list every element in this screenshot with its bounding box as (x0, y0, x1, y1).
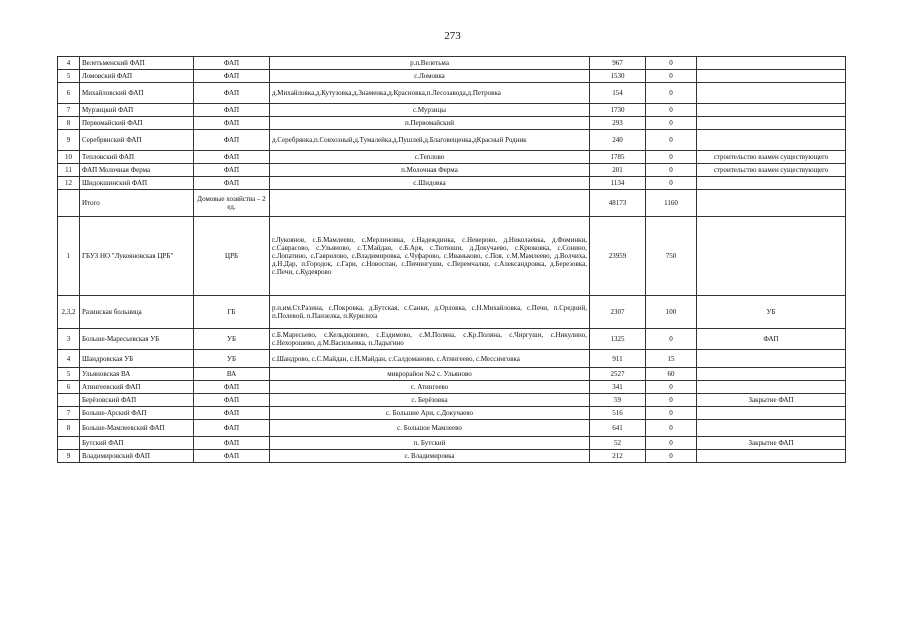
cell-note (697, 104, 846, 117)
cell-pop: 1530 (590, 70, 646, 83)
table-row (58, 381, 846, 394)
cell-note: строительство взамен существующего (697, 151, 846, 164)
cell-area: с. Большие Ари, с.Докучаево (270, 407, 590, 420)
cell-add: 0 (646, 151, 697, 164)
cell-name: Михайловский ФАП (80, 83, 194, 104)
cell-add: 100 (646, 296, 697, 329)
cell-note: УБ (697, 296, 846, 329)
cell-note (697, 368, 846, 381)
cell-add: 0 (646, 407, 697, 420)
cell-n: 11 (58, 164, 80, 177)
cell-name: Разинская больница (80, 296, 194, 329)
cell-type: ЦРБ (194, 217, 270, 296)
cell-type: ФАП (194, 450, 270, 463)
cell-n: 12 (58, 177, 80, 190)
cell-n: 2,3,2 (58, 296, 80, 329)
cell-pop: 23959 (590, 217, 646, 296)
cell-name: Ульяновская ВА (80, 368, 194, 381)
cell-name: Серебрянский ФАП (80, 130, 194, 151)
cell-add: 0 (646, 437, 697, 450)
cell-add: 0 (646, 104, 697, 117)
cell-add: 0 (646, 329, 697, 350)
cell-n: 6 (58, 381, 80, 394)
cell-note (697, 217, 846, 296)
table-row (58, 217, 846, 296)
cell-add: 60 (646, 368, 697, 381)
cell-n: 4 (58, 57, 80, 70)
cell-type: ФАП (194, 420, 270, 437)
cell-pop: 341 (590, 381, 646, 394)
cell-n: 3 (58, 329, 80, 350)
cell-type: УБ (194, 329, 270, 350)
cell-pop: 52 (590, 437, 646, 450)
table-row (58, 104, 846, 117)
cell-add: 0 (646, 70, 697, 83)
cell-note (697, 117, 846, 130)
cell-type: УБ (194, 350, 270, 368)
table-row (58, 190, 846, 217)
cell-note (697, 450, 846, 463)
cell-note: Закрытие ФАП (697, 394, 846, 407)
table-row (58, 70, 846, 83)
table-row (58, 407, 846, 420)
cell-type: ГБ (194, 296, 270, 329)
cell-name: Больше-Мамлеевский ФАП (80, 420, 194, 437)
cell-n: 8 (58, 420, 80, 437)
cell-note (697, 190, 846, 217)
cell-name: Бутский ФАП (80, 437, 194, 450)
table-row (58, 57, 846, 70)
cell-note (697, 130, 846, 151)
cell-pop: 59 (590, 394, 646, 407)
cell-add: 0 (646, 381, 697, 394)
cell-n: 5 (58, 368, 80, 381)
cell-type: ФАП (194, 57, 270, 70)
cell-type: ФАП (194, 394, 270, 407)
cell-pop: 48173 (590, 190, 646, 217)
cell-name: Атингеевский ФАП (80, 381, 194, 394)
cell-pop: 154 (590, 83, 646, 104)
cell-type: ФАП (194, 407, 270, 420)
cell-n: 10 (58, 151, 80, 164)
cell-area: с.Б.Маресьево, с.Кельдюшево, с.Ездимово, с.М.Полянa, с.Кр.Поляна, с.Чиргуши, с.Никулино, с.Нехорошево, д.М.Васильевка, п.Ладыгино (270, 329, 590, 350)
table-row (58, 296, 846, 329)
cell-n (58, 394, 80, 407)
cell-type: ВА (194, 368, 270, 381)
cell-name: Больше-Арский ФАП (80, 407, 194, 420)
cell-note: строительство взамен существующего (697, 164, 846, 177)
cell-add: 0 (646, 130, 697, 151)
cell-n: 9 (58, 450, 80, 463)
cell-type: Домовые хозяйства – 2 ед. (194, 190, 270, 217)
cell-add: 0 (646, 117, 697, 130)
cell-area: д.Серебрянка,п.Совхозный,д.Тумалейка,д.Пушлей,д.Благовещенка,дКрасный Родник (270, 130, 590, 151)
cell-note (697, 420, 846, 437)
cell-pop: 1730 (590, 104, 646, 117)
cell-type: ФАП (194, 70, 270, 83)
cell-name: Шандровская УБ (80, 350, 194, 368)
table-row (58, 130, 846, 151)
cell-pop: 2527 (590, 368, 646, 381)
cell-note (697, 70, 846, 83)
cell-name: Первомайский ФАП (80, 117, 194, 130)
cell-n: 5 (58, 70, 80, 83)
cell-area: р.п.им.Ст.Разина, с.Покровка, д.Бутская, с.Санки, д.Орловка, с.Н.Михайловка, с.Печи, п.Средний, п.Полевой, п.Панзелка, п.Курилиха (270, 296, 590, 329)
table-row (58, 394, 846, 407)
cell-type: ФАП (194, 164, 270, 177)
table-row (58, 368, 846, 381)
cell-name: Шидокшинский ФАП (80, 177, 194, 190)
cell-add: 0 (646, 450, 697, 463)
cell-add: 0 (646, 177, 697, 190)
table-row (58, 117, 846, 130)
cell-pop: 967 (590, 57, 646, 70)
cell-add: 0 (646, 394, 697, 407)
cell-area: микрорайон №2 с. Ульяново (270, 368, 590, 381)
cell-name: Больше-Маресьевская УБ (80, 329, 194, 350)
cell-n: 8 (58, 117, 80, 130)
cell-area: с. Атингеево (270, 381, 590, 394)
cell-type: ФАП (194, 130, 270, 151)
cell-type: ФАП (194, 83, 270, 104)
cell-type: ФАП (194, 177, 270, 190)
table-row (58, 350, 846, 368)
cell-note (697, 177, 846, 190)
page-number: 273 (444, 30, 461, 42)
cell-add: 0 (646, 420, 697, 437)
cell-area: с. Большое Мамлеево (270, 420, 590, 437)
cell-area: с.Шидовка (270, 177, 590, 190)
cell-pop: 516 (590, 407, 646, 420)
table-row (58, 329, 846, 350)
cell-area: д.Михайловка,д.Кутузовка,д.Знаменка,д.Красновка,п.Лесозавода,д.Петровка (270, 83, 590, 104)
cell-n: 7 (58, 407, 80, 420)
cell-area: с.Шандрово, с.С.Майдан, с.Н.Майдан, с.Салдомановo, с.Атингеево, с.Мессинговка (270, 350, 590, 368)
cell-name: Владимировский ФАП (80, 450, 194, 463)
cell-n: 7 (58, 104, 80, 117)
cell-type: ФАП (194, 117, 270, 130)
table-body (58, 57, 846, 463)
cell-note (697, 83, 846, 104)
cell-name: ГБУЗ НО "Лукояновская ЦРБ" (80, 217, 194, 296)
cell-pop: 201 (590, 164, 646, 177)
cell-area: п.Первомайский (270, 117, 590, 130)
cell-note (697, 350, 846, 368)
cell-add: 15 (646, 350, 697, 368)
cell-n (58, 437, 80, 450)
table-row (58, 151, 846, 164)
cell-area: п.Молочная Ферма (270, 164, 590, 177)
cell-pop: 1325 (590, 329, 646, 350)
facilities-table (57, 56, 846, 463)
cell-name: Мурзицкий ФАП (80, 104, 194, 117)
cell-pop: 641 (590, 420, 646, 437)
cell-pop: 212 (590, 450, 646, 463)
cell-area: с. Владимировка (270, 450, 590, 463)
cell-note (697, 57, 846, 70)
cell-note: ФАП (697, 329, 846, 350)
cell-area: с.Ломовка (270, 70, 590, 83)
table-row (58, 450, 846, 463)
cell-add: 750 (646, 217, 697, 296)
cell-name: Велетьменский ФАП (80, 57, 194, 70)
cell-pop: 293 (590, 117, 646, 130)
cell-note (697, 407, 846, 420)
cell-area: с. Берёзовка (270, 394, 590, 407)
cell-note: Закрытие ФАП (697, 437, 846, 450)
cell-area: с.Теплово (270, 151, 590, 164)
cell-name: Ломовский ФАП (80, 70, 194, 83)
cell-area: р.п.Велетьма (270, 57, 590, 70)
table-row (58, 437, 846, 450)
cell-add: 0 (646, 57, 697, 70)
cell-add: 1160 (646, 190, 697, 217)
table-row (58, 177, 846, 190)
cell-n: 9 (58, 130, 80, 151)
cell-name: Берёзовский ФАП (80, 394, 194, 407)
cell-type: ФАП (194, 104, 270, 117)
cell-type: ФАП (194, 437, 270, 450)
cell-n: 4 (58, 350, 80, 368)
table-row (58, 164, 846, 177)
cell-area: п. Бутский (270, 437, 590, 450)
cell-area (270, 190, 590, 217)
cell-name: Тепловский ФАП (80, 151, 194, 164)
cell-n: 1 (58, 217, 80, 296)
cell-pop: 240 (590, 130, 646, 151)
cell-name: Итого (80, 190, 194, 217)
table-row (58, 420, 846, 437)
cell-pop: 2307 (590, 296, 646, 329)
cell-type: ФАП (194, 151, 270, 164)
cell-note (697, 381, 846, 394)
cell-name: ФАП Молочная Ферма (80, 164, 194, 177)
cell-add: 0 (646, 83, 697, 104)
cell-n: 6 (58, 83, 80, 104)
cell-pop: 1134 (590, 177, 646, 190)
cell-area: г.Лукоянов, с.Б.Мамлеево, с.Мерлиновка, с.Надеждинка, с.Неверово, д.Николаевка, д.Фоминки, с.Саврасово, с.Ульяново, с.Т.Майдан, с.Б.Аря, с.Тютюши, д.Докучаево, с.Крюковка, с.Сонино, с.Лопатино, с.Гаврилово, с.Владимировка, с.Чуфарово, с.Иваньково, с.Поя, с.М.Мамлеево, д.Волчиха, д.Н.Дар, п.Городок, с.Гари, с.Новоспан, с.Пичингуши, с.Перемчалки, с.Александровка, д.Березовка, с.Печи, с.Кудеярово (270, 217, 590, 296)
cell-type: ФАП (194, 381, 270, 394)
cell-pop: 1785 (590, 151, 646, 164)
cell-n (58, 190, 80, 217)
cell-add: 0 (646, 164, 697, 177)
cell-pop: 911 (590, 350, 646, 368)
cell-area: с.Мурзицы (270, 104, 590, 117)
table-row (58, 83, 846, 104)
